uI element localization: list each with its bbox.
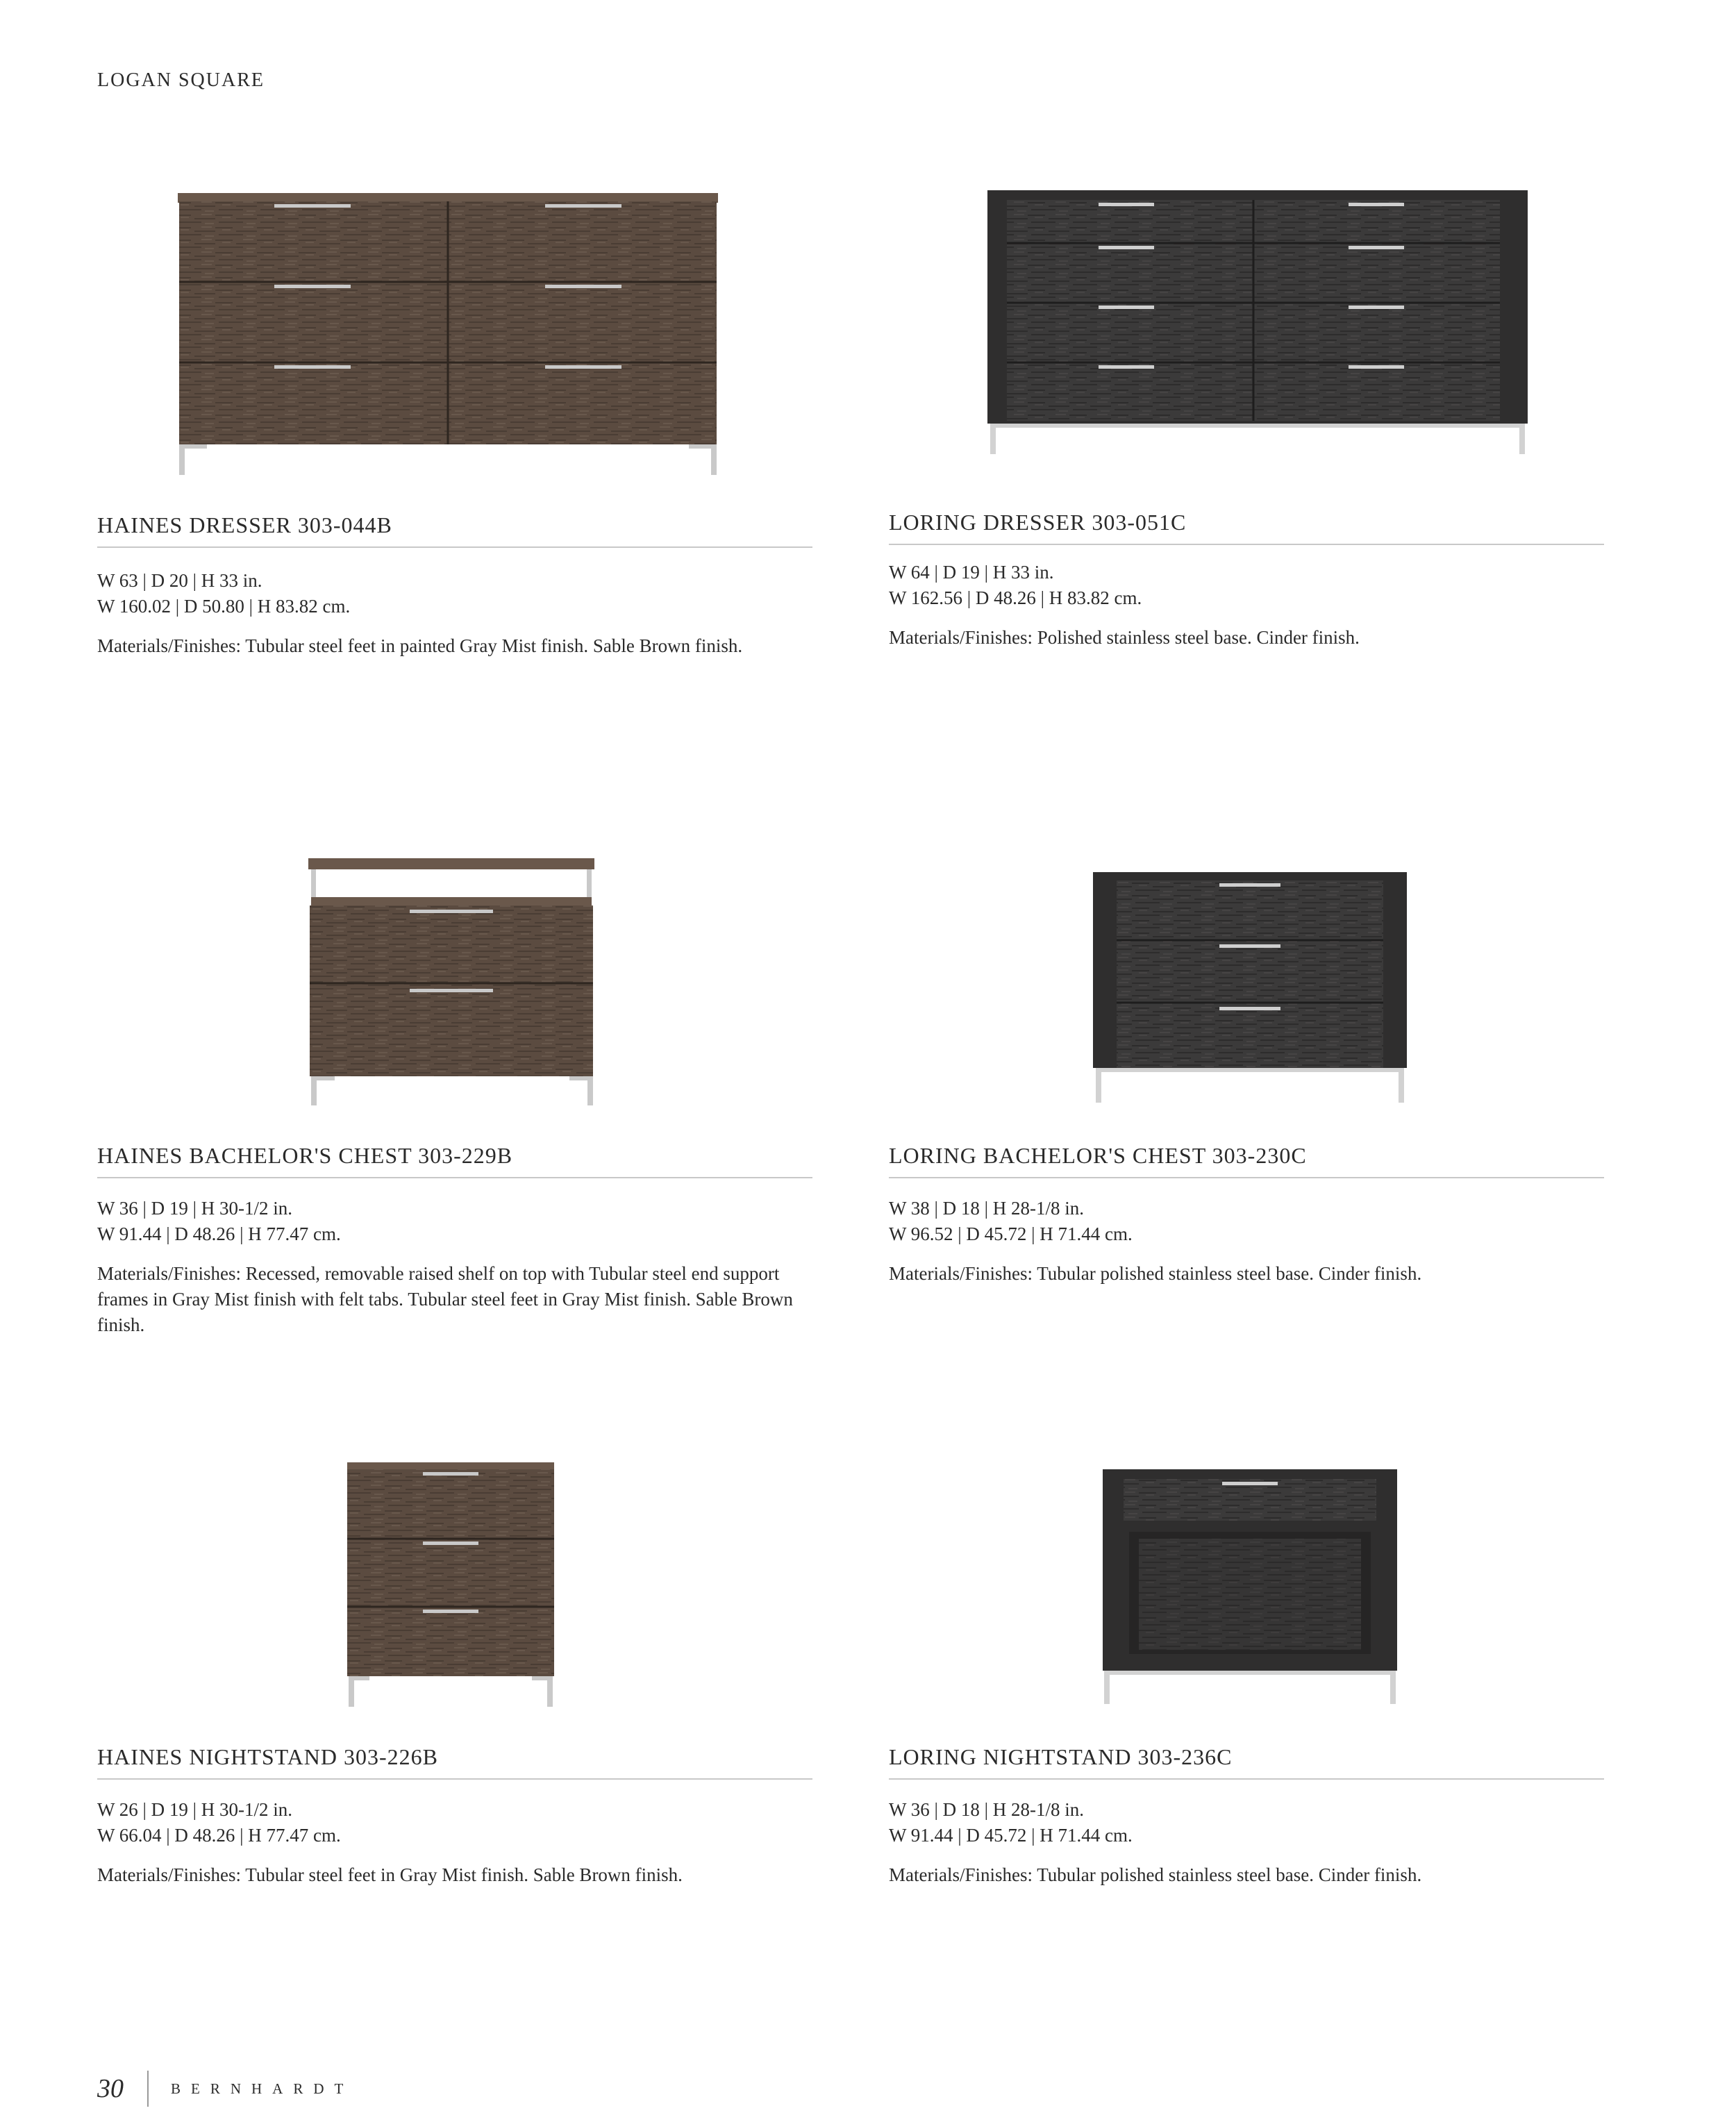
materials-text: Materials/Finishes: Tubular steel feet in Gray Mist finish. Sable Brown finish. (97, 1864, 683, 1885)
dimensions-cm: W 162.56 | D 48.26 | H 83.82 cm. (889, 587, 1142, 608)
haines-bachelors-chest-image (306, 854, 604, 1118)
dimensions-cm: W 91.44 | D 48.26 | H 77.47 cm. (97, 1223, 341, 1244)
dimensions-cm: W 91.44 | D 45.72 | H 71.44 cm. (889, 1825, 1133, 1846)
dimensions (97, 1797, 341, 1848)
product-title: HAINES DRESSER 303-044B (97, 512, 812, 548)
dimensions (889, 1196, 1133, 1247)
dimensions-inches: W 64 | D 19 | H 33 in. (889, 562, 1054, 583)
materials-text: Materials/Finishes: Polished stainless steel base. Cinder finish. (889, 627, 1360, 648)
dimensions (97, 568, 350, 619)
materials-text: Materials/Finishes: Tubular polished stainless steel base. Cinder finish. (889, 1864, 1422, 1885)
dimensions (889, 560, 1142, 611)
dimensions-cm: W 160.02 | D 50.80 | H 83.82 cm. (97, 596, 351, 617)
dimensions-inches: W 36 | D 18 | H 28-1/8 in. (889, 1799, 1085, 1820)
dimensions-inches: W 36 | D 19 | H 30-1/2 in. (97, 1198, 293, 1219)
dimensions-inches: W 63 | D 20 | H 33 in. (97, 570, 262, 591)
haines-nightstand-image (343, 1458, 558, 1715)
page-number: 30 (97, 2074, 124, 2103)
dimensions-cm: W 96.52 | D 45.72 | H 71.44 cm. (889, 1223, 1133, 1244)
footer-divider (147, 2071, 149, 2107)
product-title: LORING NIGHTSTAND 303-236C (889, 1744, 1604, 1780)
product-title: HAINES NIGHTSTAND 303-226B (97, 1744, 812, 1780)
dimensions (97, 1196, 341, 1247)
loring-dresser-image (986, 187, 1535, 465)
dimensions-inches: W 38 | D 18 | H 28-1/8 in. (889, 1198, 1085, 1219)
brand-logo: BERNHARDT (171, 2080, 354, 2097)
dimensions-inches: W 26 | D 19 | H 30-1/2 in. (97, 1799, 293, 1820)
dimensions (889, 1797, 1133, 1848)
loring-nightstand-image (1097, 1465, 1403, 1708)
loring-bachelors-chest-image (1090, 868, 1410, 1118)
product-title: LORING BACHELOR'S CHEST 303-230C (889, 1143, 1604, 1178)
materials-text: Materials/Finishes: Tubular polished stainless steel base. Cinder finish. (889, 1263, 1422, 1284)
product-title: HAINES BACHELOR'S CHEST 303-229B (97, 1143, 812, 1178)
page-footer (97, 2068, 353, 2110)
materials-text: Materials/Finishes: Tubular steel feet in painted Gray Mist finish. Sable Brown finish. (97, 635, 743, 656)
dimensions-cm: W 66.04 | D 48.26 | H 77.47 cm. (97, 1825, 341, 1846)
materials-text: Materials/Finishes: Recessed, removable raised shelf on top with Tubular steel end support frames in Gray Mist finish with felt tabs. Tubular steel feet in Gray Mist finish. Sable Brown finish. (97, 1263, 793, 1335)
product-title: LORING DRESSER 303-051C (889, 510, 1604, 545)
collection-header: LOGAN SQUARE (97, 69, 265, 91)
haines-dresser-image (174, 187, 729, 479)
